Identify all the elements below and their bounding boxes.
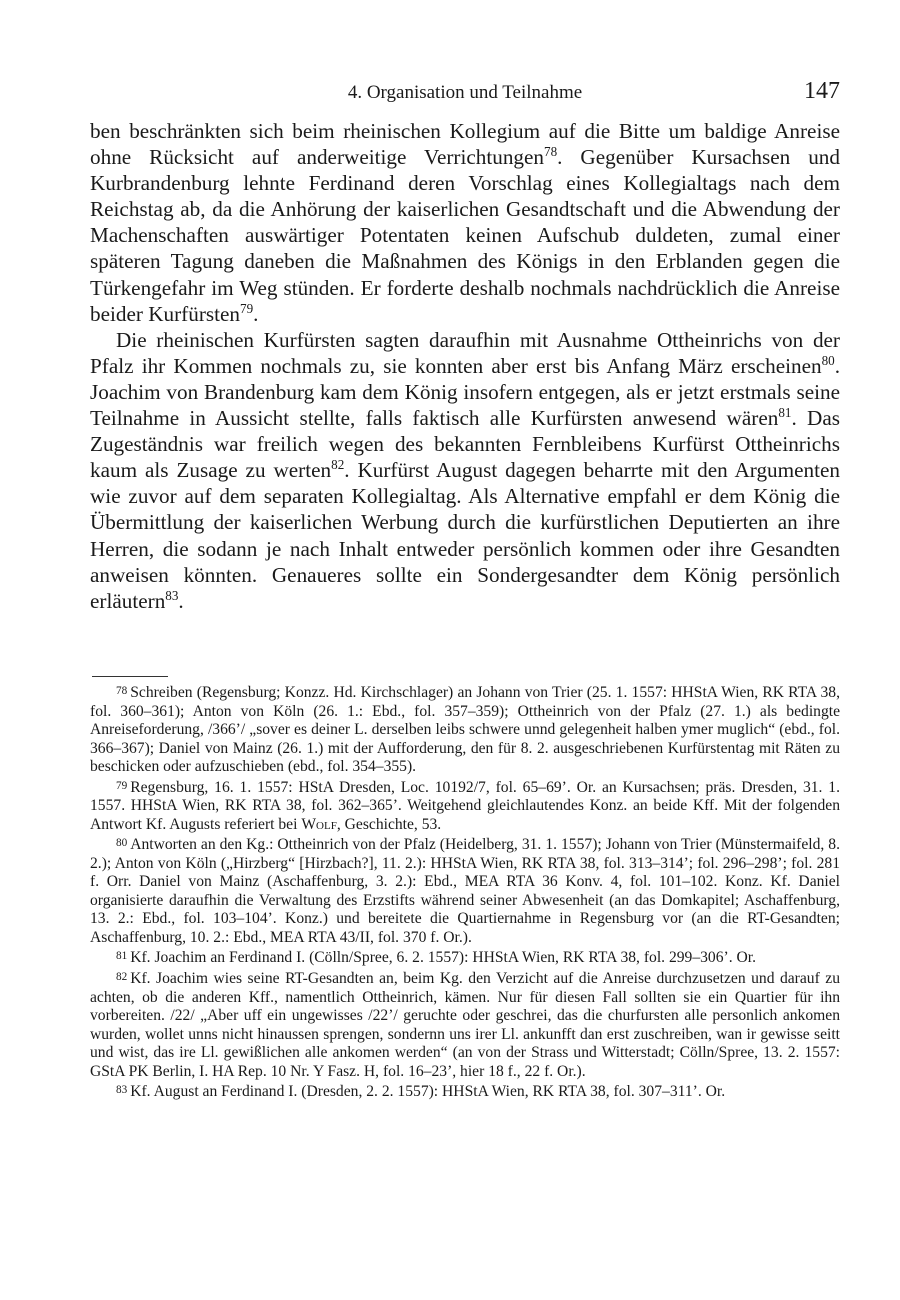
text-run: ben beschränkten sich beim rheinischen Kollegium auf die Bitte um baldige Anreise ohne Rücksicht auf anderweitige Verrichtungen [90,119,840,170]
footnote-78 [90,682,840,777]
text-run: Schreiben (Regensburg; Konzz. Hd. Kirchschlager) an Johann von Trier (25. 1. 1557: HHStA Wien, RK RTA 38, fol. 360–361); Anton von Köln (26. 1.: Ebd., fol. 357–359); Ottheinrich von der Pfalz (27. 1.) als bedingte Anreiseforderung, /366’/ „sover es deiner L. derselben leibs schwere unnd gelegenheit halben ymer muglich“ (ebd., fol. 366–367); Daniel von Mainz (26. 1.) mit der Aufforderung, den für 8. 2. ausgeschriebenen Kurfürstentag mit Räten zu beschicken oder aufzuschieben (ebd., fol. 354–355). [90,684,840,776]
author-name: Wolf [301,815,337,833]
footnote-number: 81 [116,950,128,963]
footnote-83 [90,1081,840,1102]
footnote-81 [90,947,840,968]
footnote-ref: 83 [165,587,179,603]
footnote-ref: 79 [240,300,254,316]
page-number: 147 [804,78,840,104]
body-text [90,118,840,614]
footnote-number: 80 [116,837,128,850]
footnote-number: 82 [116,971,128,984]
text-run: Die rheinischen Kurfürsten sagten daraufhin mit Ausnahme Ottheinrichs von der Pfalz ihr Kommen nochmals zu, sie konnten aber erst bis Anfang März erscheinen [90,327,840,378]
text-run: Kf. August an Ferdinand I. (Dresden, 2. 2. 1557): HHStA Wien, RK RTA 38, fol. 307–311’. Or. [130,1083,726,1101]
text-run: . [178,588,184,613]
footnote-ref: 80 [821,352,835,368]
text-run: . [253,301,259,326]
text-run: Antworten an den Kg.: Ottheinrich von der Pfalz (Heidelberg, 31. 1. 1557); Johann von Trier (Münstermaifeld, 8. 2.); Anton von Köln („Hirzberg“ [Hirzbach?], 11. 2.): HHStA Wien, RK RTA 38, fol. 313–314’; fol. 296–298’; fol. 281 f. Orr. Daniel von Mainz (Aschaffenburg, 3. 2.): Ebd., MEA RTA 36 Konv. 4, fol. 101–102. Konz. Kf. Daniel organisierte daraufhin die Verwaltung des Erzstifts während seiner Abwesenheit (an das Domkapitel; Aschaffenburg, 13. 2.: Ebd., fol. 103–104’. Konz.) und bereitete die Quartiernahme in Regensburg vor (an die RT-Gesandten; Aschaffenburg, 10. 2.: Ebd., MEA RTA 43/II, fol. 370 f. Or.). [90,836,840,946]
text-run: Kf. Joachim wies seine RT-Gesandten an, beim Kg. den Verzicht auf die Anreise durchzusetzen und darauf zu achten, ob die anderen Kff., namentlich Ottheinrich, kämen. Nur für diesen Fall sollten sie ein Quartier für ihn vorbereiten. /22/ „Aber uff ein ungewisses /22’/ geruchte oder geschrei, das die churfursten alle personlich ankomen wurden, wollet unns nicht hinaussen sprengen, sondernn uns irer Ll. ankunfft dan erst zuschreiben, wan ir gewisse seitt und wist, das ire Ll. gewißlichen alle ankomen werden“ (an von der Strass und Witterstadt; Cölln/Spree, 13. 2. 1557: GStA PK Berlin, I. HA Rep. 10 Nr. Y Fasz. H, fol. 16–23’, hier 18 f., 22 f. Or.). [90,970,840,1080]
text-run: . Kurfürst August dagegen beharrte mit den Argumenten wie zuvor auf dem separaten Kollegialtag. Als Alternative empfahl er dem König die Übermittlung der kaiserlichen Werbung durch die kurfürstlichen Deputierten an ihre Herren, die sodann je nach Inhalt entweder persönlich kommen oder ihre Gesandten anweisen könnten. Genaueres sollte ein Sondergesandter dem König persönlich erläutern [90,458,841,613]
paragraph-2 [90,327,840,614]
running-head [90,78,840,108]
footnote-ref: 82 [331,457,345,473]
footnote-number: 79 [116,779,128,792]
footnote-number: 78 [116,685,128,697]
text-run: Regensburg, 16. 1. 1557: HStA Dresden, Loc. 10192/7, fol. 65–69’. Or. an Kursachsen; präs. Dresden, 31. 1. 1557. HHStA Wien, RK RTA 38, fol. 362–365’. Weitgehend gleichlautendes Konz. an beide Kff. Mit der folgenden Antwort Kf. Augusts referiert bei [90,778,840,833]
footnote-number: 83 [116,1084,128,1097]
text-run: . Gegenüber Kursachsen und Kurbrandenburg lehnte Ferdinand deren Vorschlag eines Kollegialtags nach dem Reichstag ab, da die Anhörung der kaiserlichen Gesandtschaft und die Abwendung der Machenschaften auswärtiger Potentaten keinen Aufschub duldeten, zumal einer späteren Tagung daneben die Maßnahmen des Königs in den Erblanden gegen die Türkengefahr im Weg stünden. Er forderte deshalb nochmals nachdrücklich die Anreise beider Kurfürsten [90,145,840,326]
footnote-80 [90,834,840,947]
text-run: . Joachim von Brandenburg kam dem König insofern entgegen, als er jetzt erstmals seine Teilnahme in Aussicht stellte, falls faktisch alle Kurfürsten anwesend wären [90,353,840,431]
text-run: Kf. Joachim an Ferdinand I. (Cölln/Spree, 6. 2. 1557): HHStA Wien, RK RTA 38, fol. 299–306’. Or. [130,949,757,967]
footnote-ref: 78 [544,143,558,159]
chapter-title: 4. Organisation und Teilnahme [347,82,583,103]
footnote-ref: 81 [778,404,792,420]
footnotes [90,682,840,1102]
footnote-79 [90,777,840,835]
footnote-rule [92,676,168,677]
text-run: , Geschichte, 53. [336,815,442,833]
text-run: . Das Zugeständnis war freilich wegen des bekannten Fernbleibens Kurfürst Ottheinrichs kaum als Zusage zu werten [90,406,840,483]
footnote-82 [90,968,840,1081]
paragraph-1 [90,118,840,327]
